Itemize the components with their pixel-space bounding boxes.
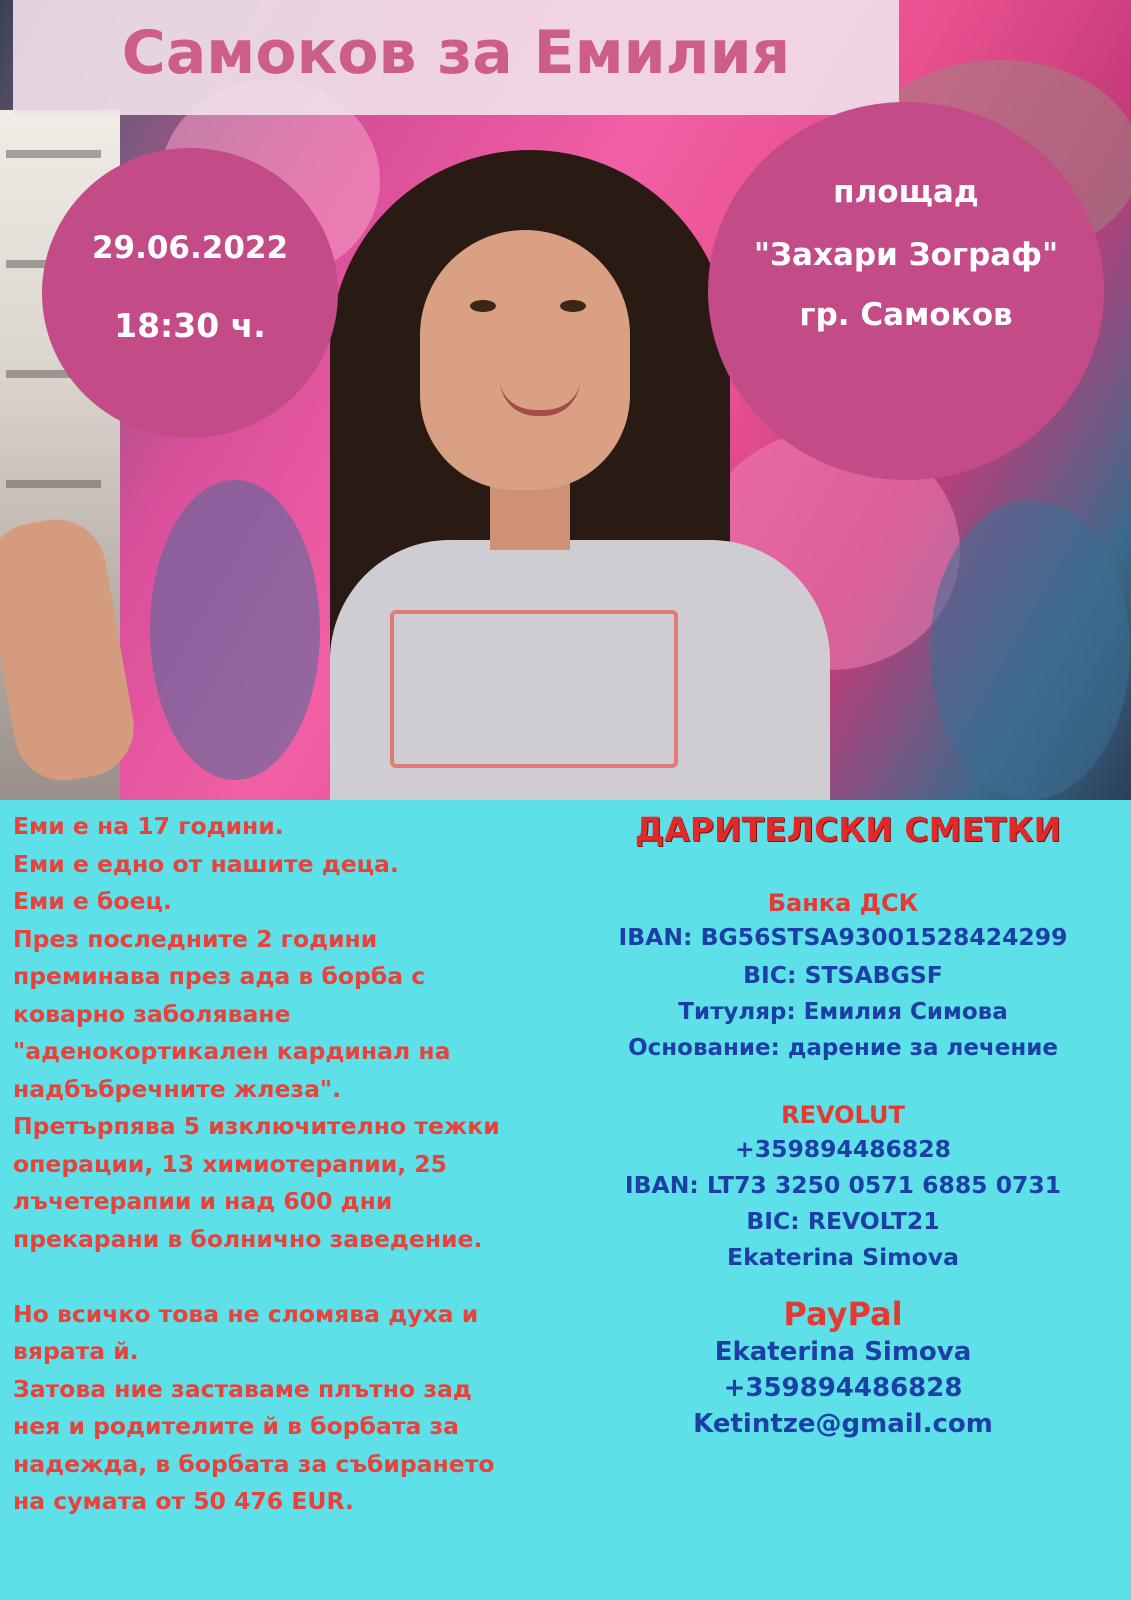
story-line: операции, 13 химиотерапии, 25 (13, 1149, 448, 1178)
dsk-reason: Основание: дарение за лечение (628, 1035, 1058, 1061)
story-line: Затова ние заставаме плътно зад (13, 1374, 472, 1403)
dsk-iban: IBAN: BG56STSA93001528424299 (618, 923, 1068, 951)
paypal-email: Ketintze@gmail.com (693, 1409, 993, 1439)
page-title: Самоков за Емилия (121, 18, 791, 88)
story-line: лъчетерапии и над 600 дни (13, 1187, 393, 1215)
story-line: През последните 2 години (13, 924, 378, 953)
shirt-print (390, 610, 678, 768)
story-line: надежда, в борбата за събирането (13, 1449, 495, 1478)
revolut-name: REVOLUT (781, 1101, 905, 1129)
donations-heading: ДАРИТЕЛСКИ СМЕТКИ (634, 810, 1062, 849)
story-line: прекарани в болнично заведение. (13, 1224, 483, 1253)
event-time: 18:30 ч. (114, 306, 266, 345)
dsk-holder: Титуляр: Емилия Симова (678, 999, 1008, 1025)
story-line: Но всичко това не сломява духа и (13, 1299, 479, 1328)
place-line-3: гр. Самоков (799, 297, 1013, 333)
photo-eye (470, 300, 496, 312)
donation-accounts (555, 808, 1131, 1439)
dsk-bank-name: Банка ДСК (767, 889, 919, 917)
revolut-bic: BIC: REVOLT21 (746, 1207, 940, 1235)
place-line-2: "Захари Зограф" (753, 237, 1059, 273)
story-line: Еми е боец. (13, 887, 172, 915)
paypal-holder: Ekaterina Simova (714, 1337, 972, 1367)
story-line: Претърпява 5 изключително тежки (13, 1112, 500, 1140)
revolut-phone: +359894486828 (735, 1135, 951, 1163)
paypal-phone: +359894486828 (723, 1373, 963, 1403)
photo-arm (0, 512, 142, 789)
place-badge (708, 102, 1104, 480)
title-banner (13, 0, 899, 115)
event-date: 29.06.2022 (91, 230, 289, 266)
story-line: надбъбречните жлеза". (13, 1074, 342, 1103)
story-line: преминава през ада в борба с (13, 962, 426, 990)
story-text (13, 808, 573, 1521)
revolut-holder: Ekaterina Simova (727, 1243, 959, 1271)
story-line: Еми е едно от нашите деца. (13, 849, 399, 878)
photo-eye (560, 300, 586, 312)
story-line: коварно заболяване (13, 999, 291, 1028)
revolut-iban: IBAN: LT73 3250 0571 6885 0731 (624, 1171, 1062, 1199)
place-line-1: площад (833, 174, 979, 210)
paypal-name: PayPal (783, 1295, 903, 1333)
story-line: Еми е на 17 години. (13, 812, 284, 840)
story-line: вярата й. (13, 1337, 139, 1365)
story-line: на сумата от 50 476 EUR. (13, 1487, 354, 1515)
date-badge (42, 148, 338, 438)
dsk-bic: BIC: STSABGSF (743, 961, 943, 989)
story-line: "аденокортикален кардинал на (13, 1037, 451, 1065)
photo-face (420, 230, 630, 490)
story-line: нея и родителите й в борбата за (13, 1412, 459, 1440)
